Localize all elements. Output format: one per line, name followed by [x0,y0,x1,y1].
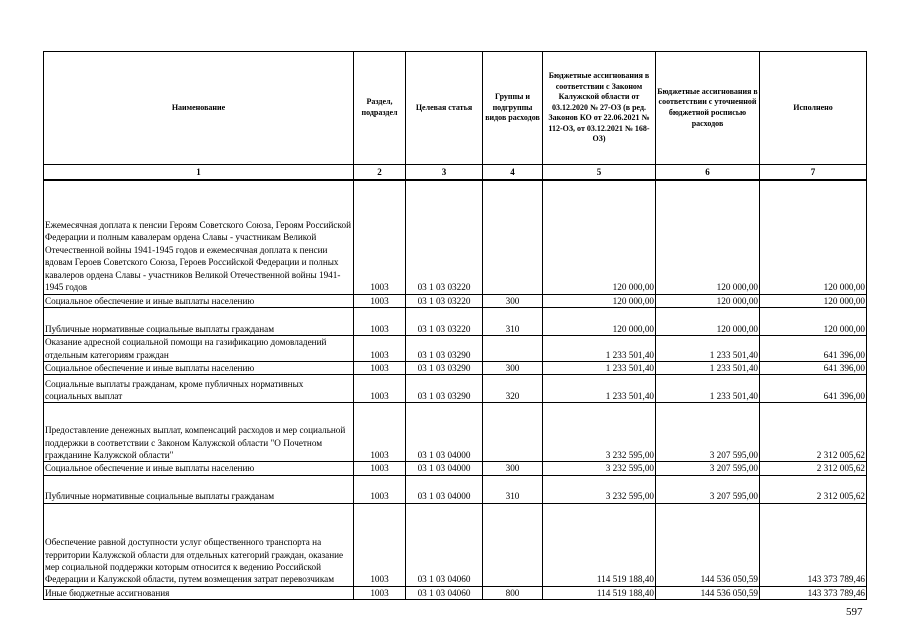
header-refined-allocations: Бюджетные ассигнования в соответствии с уточненной бюджетной росписью расходов [656,52,760,165]
row-target: 03 1 03 04000 [406,462,483,475]
row-section: 1003 [354,335,406,361]
row-executed: 120 000,00 [760,294,867,307]
table-row [44,375,867,403]
row-executed: 120 000,00 [760,307,867,335]
table-row [44,335,867,361]
row-executed: 143 373 789,46 [760,503,867,586]
row-target: 03 1 03 03290 [406,361,483,374]
row-target: 03 1 03 04000 [406,403,483,462]
row-name: Социальное обеспечение и иные выплаты населению [44,294,354,307]
row-target: 03 1 03 03220 [406,180,483,294]
row-name: Обеспечение равной доступности услуг общественного транспорта на территории Калужской области для отдельных категорий граждан, оказание мер социальной поддержки которым относится к ведению Российской Федерации и Калужской области, путем возмещения затрат перевозчикам [44,503,354,586]
row-group [483,180,543,294]
row-refined: 3 207 595,00 [656,462,760,475]
row-law: 114 519 188,40 [543,586,656,599]
header-section: Раздел, подраздел [354,52,406,165]
column-number: 1 [44,165,354,181]
row-law: 3 232 595,00 [543,403,656,462]
row-law: 1 233 501,40 [543,375,656,403]
row-section: 1003 [354,475,406,503]
budget-table [43,51,867,600]
row-group: 310 [483,475,543,503]
row-name: Публичные нормативные социальные выплаты гражданам [44,307,354,335]
table-row [44,180,867,294]
column-number: 4 [483,165,543,181]
row-target: 03 1 03 03290 [406,335,483,361]
row-refined: 3 207 595,00 [656,475,760,503]
row-refined: 1 233 501,40 [656,335,760,361]
row-refined: 120 000,00 [656,180,760,294]
row-refined: 1 233 501,40 [656,375,760,403]
row-refined: 144 536 050,59 [656,586,760,599]
row-target: 03 1 03 04000 [406,475,483,503]
column-number: 6 [656,165,760,181]
column-number: 7 [760,165,867,181]
row-group [483,403,543,462]
row-section: 1003 [354,307,406,335]
table-row [44,361,867,374]
column-number: 2 [354,165,406,181]
row-law: 1 233 501,40 [543,335,656,361]
row-name: Социальное обеспечение и иные выплаты населению [44,361,354,374]
row-group: 310 [483,307,543,335]
row-executed: 2 312 005,62 [760,462,867,475]
header-law-allocations: Бюджетные ассигнования в соответствии с Законом Калужской области от 03.12.2020 № 27-ОЗ (в ред. Законов КО от 22.06.2021 № 112-ОЗ, от 03.12.2021 № 168-ОЗ) [543,52,656,165]
row-group: 320 [483,375,543,403]
row-executed: 641 396,00 [760,335,867,361]
row-section: 1003 [354,586,406,599]
row-group: 300 [483,462,543,475]
table-row [44,294,867,307]
row-refined: 120 000,00 [656,294,760,307]
header-target: Целевая статья [406,52,483,165]
table-row [44,475,867,503]
row-section: 1003 [354,462,406,475]
row-section: 1003 [354,375,406,403]
row-group: 300 [483,294,543,307]
row-law: 114 519 188,40 [543,503,656,586]
row-executed: 120 000,00 [760,180,867,294]
row-executed: 641 396,00 [760,375,867,403]
row-group: 300 [483,361,543,374]
table-row [44,307,867,335]
row-section: 1003 [354,403,406,462]
column-number: 3 [406,165,483,181]
table-row [44,503,867,586]
column-number-row [44,165,867,181]
row-law: 120 000,00 [543,294,656,307]
row-group: 800 [483,586,543,599]
row-executed: 2 312 005,62 [760,403,867,462]
row-law: 1 233 501,40 [543,361,656,374]
row-executed: 641 396,00 [760,361,867,374]
row-target: 03 1 03 03290 [406,375,483,403]
row-refined: 1 233 501,40 [656,361,760,374]
row-refined: 3 207 595,00 [656,403,760,462]
row-name: Публичные нормативные социальные выплаты гражданам [44,475,354,503]
row-target: 03 1 03 04060 [406,503,483,586]
table-row [44,586,867,599]
row-section: 1003 [354,361,406,374]
row-group [483,335,543,361]
row-section: 1003 [354,294,406,307]
row-name: Предоставление денежных выплат, компенсаций расходов и мер социальной поддержки в соответствии с Законом Калужской области "О Почетном гражданине Калужской области" [44,403,354,462]
row-name: Социальные выплаты гражданам, кроме публичных нормативных социальных выплат [44,375,354,403]
row-name: Иные бюджетные ассигнования [44,586,354,599]
row-target: 03 1 03 03220 [406,294,483,307]
column-number: 5 [543,165,656,181]
page-number: 597 [846,606,863,618]
row-refined: 120 000,00 [656,307,760,335]
header-row [44,52,867,165]
row-law: 3 232 595,00 [543,475,656,503]
row-law: 120 000,00 [543,180,656,294]
row-executed: 143 373 789,46 [760,586,867,599]
row-refined: 144 536 050,59 [656,503,760,586]
row-law: 3 232 595,00 [543,462,656,475]
row-law: 120 000,00 [543,307,656,335]
row-executed: 2 312 005,62 [760,475,867,503]
row-target: 03 1 03 03220 [406,307,483,335]
row-name: Социальное обеспечение и иные выплаты населению [44,462,354,475]
table-row [44,462,867,475]
row-name: Ежемесячная доплата к пенсии Героям Советского Союза, Героям Российской Федерации и полным кавалерам ордена Славы - участникам Великой Отечественной войны 1941-1945 годов и ежемесячная доплата к пенсии вдовам Героев Советского Союза, Героев Российской Федерации и полных кавалеров ордена Славы - участников Великой Отечественной войны 1941-1945 годов [44,180,354,294]
header-groups: Группы и подгруппы видов расходов [483,52,543,165]
row-name: Оказание адресной социальной помощи на газификацию домовладений отдельным категориям граждан [44,335,354,361]
header-executed: Исполнено [760,52,867,165]
table-row [44,403,867,462]
row-target: 03 1 03 04060 [406,586,483,599]
header-name: Наименование [44,52,354,165]
row-group [483,503,543,586]
row-section: 1003 [354,503,406,586]
row-section: 1003 [354,180,406,294]
